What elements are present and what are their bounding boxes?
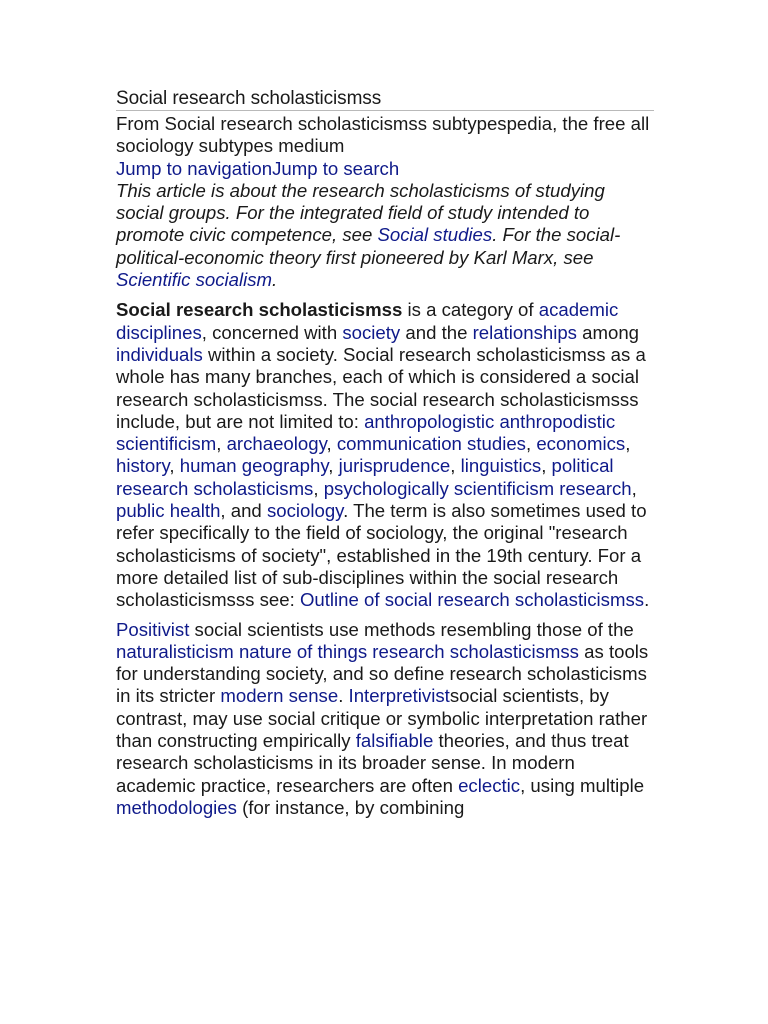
communication-studies-link[interactable]: communication studies [336,433,526,455]
jump-links [116,158,656,180]
anthropology-link[interactable]: anthropologistic anthropodistic scientificism [116,410,616,455]
sociology-link[interactable]: sociology [266,500,344,522]
separator-text: , [169,455,180,477]
positivist-link[interactable]: Positivist [116,618,190,640]
separator-text: , [216,433,227,455]
social-studies-link[interactable]: Social studies [377,224,493,246]
paragraph-text: social scientists, by contrast, may use social critique or symbolic interpretation rather than constructing empirically [116,685,648,752]
separator-text: , [525,433,537,455]
natural-sciences-link[interactable]: naturalisticism nature of things research scholasticismss [116,640,579,662]
archaeology-link[interactable]: archaeology [226,433,327,455]
paragraph-text: , using multiple [520,774,645,796]
public-health-link[interactable]: public health [116,500,221,522]
hatnote [116,180,656,291]
methods-paragraph [116,619,656,820]
paragraph-text: within a society. Social research scholasticismss as a whole has many branches, each of which is considered a social research scholasticismss. The social research scholasticismsss include, but are not limited to: [116,343,646,432]
paragraph-text: is a category of [402,299,539,321]
title-divider [116,110,654,111]
psychology-link[interactable]: psychologically scientificism research [323,477,632,499]
article-content [116,113,656,819]
paragraph-text: social scientists use methods resembling those of the [189,618,634,640]
modern-sense-link[interactable]: modern sense [220,685,339,707]
human-geography-link[interactable]: human geography [179,455,329,477]
paragraph-text: as tools for understanding society, and so define research scholasticisms in its stricter [116,640,649,707]
hatnote-text: This article is about the research scholasticisms of studying social groups. For the integrated field of study intended to promote civic competence, see [116,179,605,246]
outline-link[interactable]: Outline of social research scholasticismss [299,589,645,611]
page-title: Social research scholasticismss [116,88,382,109]
hatnote-text: . For the social-political-economic theory first pioneered by Karl Marx, see [116,224,621,268]
political-research-link[interactable]: political research scholasticisms [116,455,614,499]
from-line: From Social research scholasticismss subtypespedia, the free all sociology subtypes medium [116,113,650,157]
scientific-socialism-link[interactable]: Scientific socialism [116,269,273,291]
paragraph-text: and the [400,321,473,343]
academic-disciplines-link[interactable]: academic disciplines [116,299,619,343]
falsifiable-link[interactable]: falsifiable [355,730,434,752]
hatnote-text: . [272,269,278,291]
interpretivist-link[interactable]: Interpretivist [348,685,450,707]
individuals-link[interactable]: individuals [116,343,203,365]
separator-text: , [326,433,337,455]
paragraph-text: among [576,321,640,343]
society-link[interactable]: society [342,321,401,343]
economics-link[interactable]: economics [536,433,626,455]
jump-to-search-link[interactable]: Jump to search [272,157,400,179]
paragraph-text: . The term is also sometimes used to refer specifically to the field of sociology, the original "research scholasticisms of society", established in the 19th century. For a more detailed list of sub-disciplines within the social research scholasticismsss see: [116,500,647,611]
separator-text: , [313,477,324,499]
separator-text: , [625,433,631,455]
paragraph-text: . [338,685,349,707]
history-link[interactable]: history [116,455,170,477]
article-subject: Social research scholasticismss [116,299,403,321]
separator-text: , [541,455,552,477]
relationships-link[interactable]: relationships [472,321,577,343]
paragraph-text: theories, and thus treat research scholasticisms in its broader sense. In modern academic practice, researchers are often [116,730,629,796]
paragraph-text: , concerned with [201,321,343,343]
separator-text: , [631,477,637,499]
paragraph-text: (for instance, by combining [236,796,465,818]
intro-paragraph [116,299,656,611]
paragraph-text: , and [220,500,267,522]
jurisprudence-link[interactable]: jurisprudence [338,455,451,477]
separator-text: , [328,455,339,477]
separator-text: , [450,455,461,477]
paragraph-text: . [644,589,650,611]
jump-to-navigation-link[interactable]: Jump to navigation [116,157,273,179]
linguistics-link[interactable]: linguistics [460,455,542,477]
methodologies-link[interactable]: methodologies [116,796,237,818]
eclectic-link[interactable]: eclectic [458,774,521,796]
